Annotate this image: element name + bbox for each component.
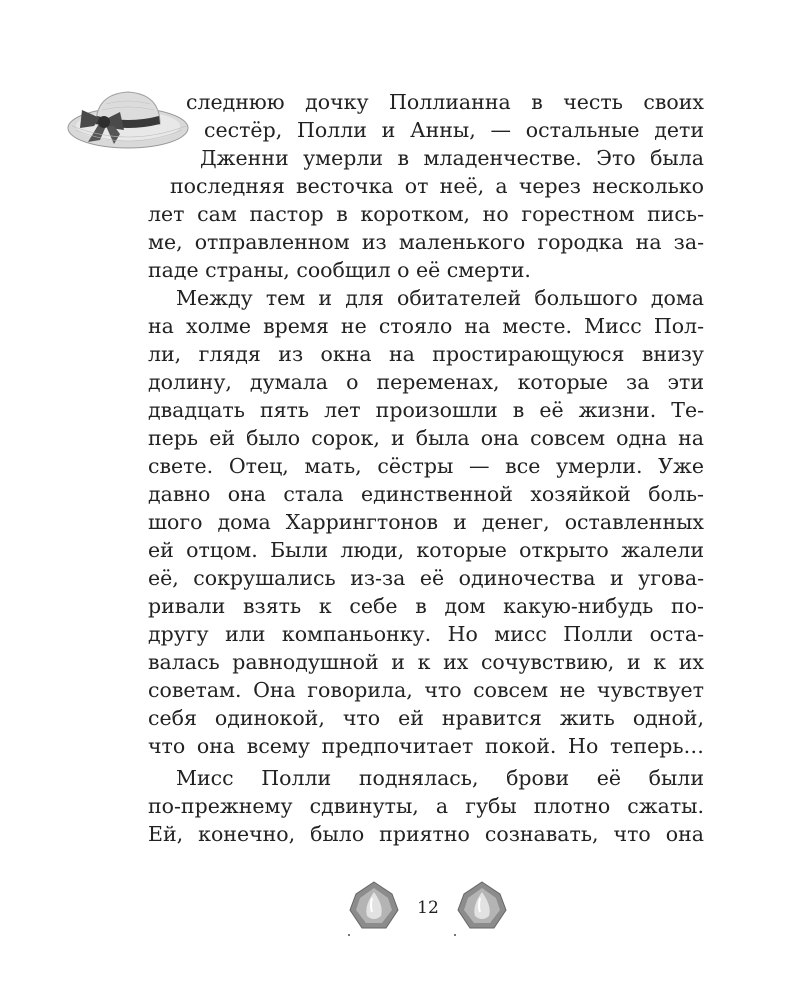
text-line-24: что она всему предпочитает покой. Но теперь… bbox=[148, 734, 704, 758]
text-line-19: ривали взять к себе в дом какую-нибудь по- bbox=[148, 594, 704, 618]
footer-dot-left bbox=[348, 934, 350, 936]
text-line-9: на холме время не стояло на месте. Мисс Пол- bbox=[148, 314, 704, 338]
text-line-12: двадцать пять лет произошли в её жизни. Те- bbox=[148, 398, 704, 422]
text-line-26: по-прежнему сдвинуты, а губы плотно сжаты. bbox=[148, 794, 704, 818]
text-line-10: ли, глядя из окна на простирающуюся внизу bbox=[148, 342, 704, 366]
left-gem-ornament-icon bbox=[348, 880, 400, 932]
text-line-8: Между тем и для обитателей большого дома bbox=[176, 286, 704, 310]
text-line-5: лет сам пастор в коротком, но горестном пись- bbox=[148, 202, 704, 226]
text-line-15: давно она стала единственной хозяйкой боль- bbox=[148, 482, 704, 506]
text-line-3: Дженни умерли в младенчестве. Это была bbox=[200, 146, 704, 170]
text-line-20: другу или компаньонку. Но мисс Полли оста- bbox=[148, 622, 704, 646]
text-line-1: следнюю дочку Поллианна в честь своих bbox=[186, 90, 704, 114]
text-line-21: валась равнодушной и к их сочувствию, и к их bbox=[148, 650, 704, 674]
text-line-14: свете. Отец, мать, сёстры — все умерли. Уже bbox=[148, 454, 704, 478]
footer-dot-right bbox=[454, 934, 456, 936]
text-line-27: Ей, конечно, было приятно сознавать, что она bbox=[148, 822, 704, 846]
text-line-2: сестёр, Полли и Анны, — остальные дети bbox=[204, 118, 704, 142]
text-line-6: ме, отправленном из маленького городка на за- bbox=[148, 230, 704, 254]
text-line-4: последняя весточка от неё, а через несколько bbox=[170, 174, 704, 198]
text-line-7: паде страны, сообщил о её смерти. bbox=[148, 258, 531, 282]
text-line-25: Мисс Полли поднялась, брови её были bbox=[176, 766, 704, 790]
text-line-22: советам. Она говорила, что совсем не чувствует bbox=[148, 678, 704, 702]
text-line-18: её, сокрушались из-за её одиночества и угова- bbox=[148, 566, 704, 590]
text-line-17: ей отцом. Были люди, которые открыто жалели bbox=[148, 538, 704, 562]
text-line-16: шого дома Харрингтонов и денег, оставленных bbox=[148, 510, 704, 534]
text-line-13: перь ей было сорок, и была она совсем одна на bbox=[148, 426, 704, 450]
page-number: 12 bbox=[417, 898, 439, 918]
straw-hat-icon bbox=[66, 82, 190, 154]
text-line-11: долину, думала о переменах, которые за эти bbox=[148, 370, 704, 394]
text-line-23: себя одинокой, что ей нравится жить одной, bbox=[148, 706, 704, 730]
right-gem-ornament-icon bbox=[456, 880, 508, 932]
